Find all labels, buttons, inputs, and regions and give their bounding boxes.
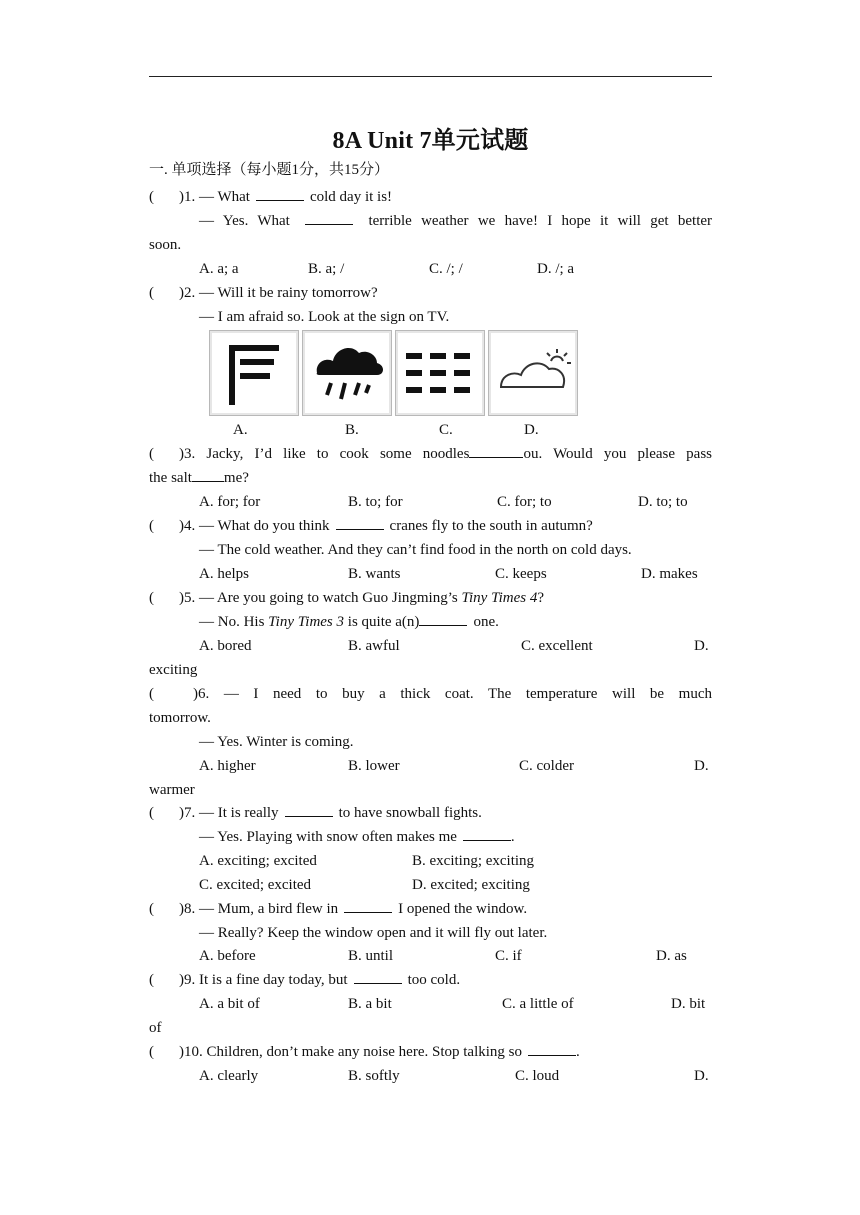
answer-blank[interactable]	[463, 826, 511, 841]
question-4-line-1: ( )4. — What do you think cranes fly to the south in autumn?	[149, 514, 712, 538]
option-d[interactable]: D.	[694, 1068, 709, 1084]
option-d[interactable]: D. makes	[641, 566, 698, 582]
question-4-line-2: — The cold weather. And they can’t find food in the north on cold days.	[199, 542, 632, 558]
option-b[interactable]: B. lower	[348, 758, 400, 774]
rain-cloud-icon[interactable]	[302, 330, 392, 416]
question-9-options	[199, 992, 712, 1016]
question-10-line-1: ( )10. Children, don’t make any noise here. Stop talking so .	[149, 1040, 712, 1064]
answer-blank[interactable]	[344, 898, 392, 913]
answer-blank[interactable]	[419, 611, 467, 626]
question-3-line-1: ( )3. Jacky, I’d like to cook some noodles ou. Would you please pass	[149, 442, 712, 466]
option-b[interactable]: B. wants	[348, 566, 401, 582]
answer-blank[interactable]	[354, 969, 402, 984]
option-c[interactable]: C. keeps	[495, 566, 547, 582]
option-b[interactable]: B. to; for	[348, 494, 403, 510]
option-b[interactable]: B. softly	[348, 1068, 400, 1084]
question-3-options	[199, 490, 712, 514]
option-a[interactable]: A. helps	[199, 566, 249, 582]
question-6-line-3: — Yes. Winter is coming.	[199, 734, 354, 750]
option-a[interactable]: A.	[233, 422, 248, 438]
option-c[interactable]: C. excited; excited	[199, 877, 312, 893]
weather-sign-images	[209, 330, 577, 416]
question-1-line-3: soon.	[149, 237, 182, 253]
question-2-line-2: — I am afraid so. Look at the sign on TV.	[199, 309, 450, 325]
answer-blank[interactable]	[305, 210, 353, 225]
option-d[interactable]: D.	[694, 638, 709, 654]
question-5-line-2: — No. His Tiny Times 3 is quite a(n) one.	[199, 610, 712, 634]
question-9-option-d-cont: of	[149, 1020, 162, 1036]
answer-blank[interactable]	[256, 186, 304, 201]
question-6-option-d-cont: warmer	[149, 782, 195, 798]
question-4-options	[199, 562, 712, 586]
question-6-line-2: tomorrow.	[149, 710, 211, 726]
question-9-line-1: ( )9. It is a fine day today, but too cold.	[149, 968, 712, 992]
option-c[interactable]: C.	[439, 422, 453, 438]
answer-blank[interactable]	[528, 1041, 576, 1056]
answer-blank[interactable]	[469, 443, 523, 458]
header-rule	[149, 76, 712, 77]
option-b[interactable]: B.	[345, 422, 359, 438]
question-8-line-2: — Really? Keep the window open and it will fly out later.	[199, 925, 548, 941]
question-1-line-2: — Yes. What terrible weather we have! I hope it will get better	[199, 209, 712, 233]
question-2-line-1: ( )2. — Will it be rainy tomorrow?	[149, 285, 378, 301]
option-d[interactable]: D. /; a	[537, 261, 575, 277]
option-c[interactable]: C. loud	[515, 1068, 560, 1084]
cloudy-sun-icon[interactable]	[488, 330, 578, 416]
option-c[interactable]: C. excellent	[521, 638, 593, 654]
option-b[interactable]: B. until	[348, 948, 394, 964]
document-page	[149, 0, 712, 1215]
option-c[interactable]: C. if	[495, 948, 522, 964]
option-b[interactable]: B. awful	[348, 638, 400, 654]
page-title: 8A Unit 7单元试题	[332, 128, 529, 154]
question-8-options	[199, 944, 712, 968]
option-c[interactable]: C. colder	[519, 758, 574, 774]
question-7-options-row-1	[199, 849, 712, 873]
question-5-option-d-cont: exciting	[149, 662, 198, 678]
option-c[interactable]: C. /; /	[429, 261, 463, 277]
option-d[interactable]: D.	[524, 422, 539, 438]
option-c[interactable]: C. a little of	[502, 996, 574, 1012]
option-c[interactable]: C. for; to	[497, 494, 552, 510]
option-a[interactable]: A. exciting; excited	[199, 853, 317, 869]
option-a[interactable]: A. bored	[199, 638, 252, 654]
option-d[interactable]: D. bit	[671, 996, 706, 1012]
fog-icon[interactable]	[395, 330, 485, 416]
option-a[interactable]: A. a; a	[199, 261, 239, 277]
wind-flag-icon[interactable]	[209, 330, 299, 416]
question-5-options	[199, 634, 712, 658]
question-10-options	[199, 1064, 712, 1088]
option-a[interactable]: A. a bit of	[199, 996, 260, 1012]
answer-blank[interactable]	[285, 802, 333, 817]
option-d[interactable]: D. excited; exciting	[412, 877, 530, 893]
answer-blank[interactable]	[336, 515, 384, 530]
section-heading: 一. 单项选择（每小题1分，共15分）	[149, 162, 390, 178]
option-a[interactable]: A. for; for	[199, 494, 261, 510]
option-a[interactable]: A. higher	[199, 758, 256, 774]
option-d[interactable]: D. to; to	[638, 494, 688, 510]
question-7-line-1: ( )7. — It is really to have snowball fights.	[149, 801, 712, 825]
option-d[interactable]: D.	[694, 758, 709, 774]
option-b[interactable]: B. a; /	[308, 261, 345, 277]
answer-blank[interactable]	[192, 467, 224, 482]
question-1-options	[199, 257, 712, 281]
question-7-options-row-2	[199, 873, 712, 897]
question-3-line-2: the salt me?	[149, 466, 712, 490]
question-6-options	[199, 754, 712, 778]
option-d[interactable]: D. as	[656, 948, 687, 964]
question-8-line-1: ( )8. — Mum, a bird flew in I opened the window.	[149, 897, 712, 921]
question-5-line-1: ( )5. — Are you going to watch Guo Jingming’s Tiny Times 4?	[149, 590, 545, 606]
question-1-line-1: ( )1. — What cold day it is!	[149, 185, 712, 209]
option-b[interactable]: B. a bit	[348, 996, 392, 1012]
option-b[interactable]: B. exciting; exciting	[412, 853, 535, 869]
option-a[interactable]: A. clearly	[199, 1068, 259, 1084]
question-6-line-1: ( )6. — I need to buy a thick coat. The temperature will be much	[149, 686, 712, 702]
question-7-line-2: — Yes. Playing with snow often makes me .	[199, 825, 712, 849]
option-a[interactable]: A. before	[199, 948, 256, 964]
